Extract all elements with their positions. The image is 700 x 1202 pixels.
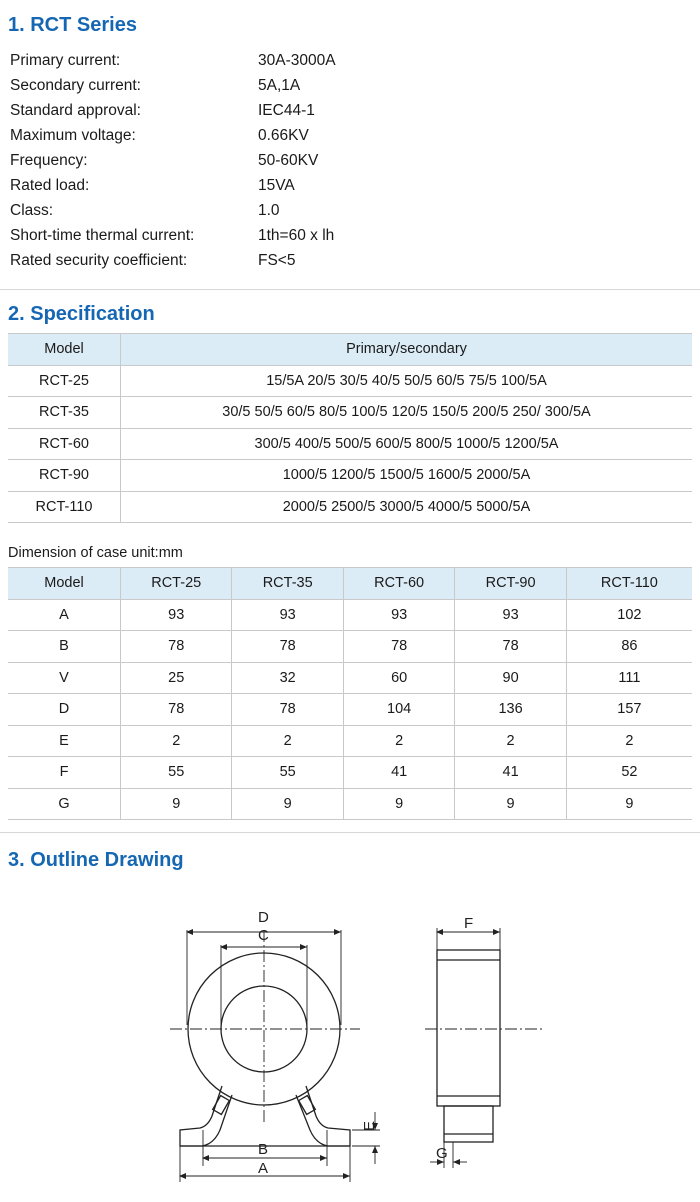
label-b: B — [258, 1141, 269, 1158]
spec-value: 15VA — [258, 177, 295, 194]
table-row — [8, 725, 692, 757]
side-dimension-lines — [430, 928, 500, 1168]
table-cell: 93 — [232, 599, 343, 631]
spec-value: IEC44-1 — [258, 102, 315, 119]
section-title-rct-series: 1. RCT Series — [8, 14, 137, 36]
spec-label: Primary current: — [10, 52, 121, 69]
table-cell: RCT-35 — [8, 397, 121, 429]
table-cell: 41 — [455, 757, 566, 789]
table-cell: 136 — [455, 694, 566, 726]
right-bracket — [296, 1086, 350, 1146]
spec-row — [10, 223, 510, 248]
front-view — [170, 930, 360, 1146]
table-cell: 2 — [455, 725, 566, 757]
table-cell: 111 — [566, 662, 692, 694]
spec-label: Rated load: — [10, 177, 90, 194]
spec-row — [10, 98, 510, 123]
column-header: RCT-25 — [121, 568, 232, 600]
spec-value: 1th=60 x lh — [258, 227, 335, 244]
table-cell: 78 — [121, 694, 232, 726]
spec-label: Frequency: — [10, 152, 88, 169]
table-row — [8, 365, 692, 397]
spec-row — [10, 248, 510, 273]
specification-table — [8, 333, 692, 523]
spec-row — [10, 123, 510, 148]
table-cell: 90 — [455, 662, 566, 694]
spec-label: Standard approval: — [10, 102, 141, 119]
table-cell: 9 — [455, 788, 566, 820]
spec-label: Secondary current: — [10, 77, 141, 94]
table-row — [8, 428, 692, 460]
table-cell: RCT-60 — [8, 428, 121, 460]
column-header-primary-secondary: Primary/secondary — [121, 334, 693, 366]
spec-label: Class: — [10, 202, 54, 219]
table-cell: 157 — [566, 694, 692, 726]
table-cell: B — [8, 631, 121, 663]
table-cell: 2 — [232, 725, 343, 757]
spec-row — [10, 73, 510, 98]
table-cell: A — [8, 599, 121, 631]
table-cell: 86 — [566, 631, 692, 663]
table-cell: 2000/5 2500/5 3000/5 4000/5 5000/5A — [121, 491, 693, 523]
table-cell: 2 — [566, 725, 692, 757]
spec-value: 1.0 — [258, 202, 280, 219]
spec-row — [10, 173, 510, 198]
table-cell: RCT-25 — [8, 365, 121, 397]
table-cell: 78 — [232, 631, 343, 663]
table-cell: 9 — [343, 788, 454, 820]
spec-row — [10, 48, 510, 73]
dimension-caption: Dimension of case unit:mm — [8, 545, 183, 561]
table-cell: 102 — [566, 599, 692, 631]
label-d: D — [258, 909, 269, 926]
table-cell: E — [8, 725, 121, 757]
table-cell: 78 — [232, 694, 343, 726]
spec-label: Rated security coefficient: — [10, 252, 188, 269]
table-cell: RCT-90 — [8, 460, 121, 492]
column-header: RCT-35 — [232, 568, 343, 600]
spec-row — [10, 148, 510, 173]
table-cell: 32 — [232, 662, 343, 694]
left-bracket — [180, 1086, 232, 1146]
table-row — [8, 599, 692, 631]
table-row — [8, 397, 692, 429]
section-title-specification: 2. Specification — [8, 303, 155, 325]
spec-value: 30A-3000A — [258, 52, 336, 69]
section-title-outline-drawing: 3. Outline Drawing — [8, 849, 184, 871]
table-cell: RCT-110 — [8, 491, 121, 523]
spec-label: Maximum voltage: — [10, 127, 136, 144]
table-cell: 60 — [343, 662, 454, 694]
table-cell: 2 — [121, 725, 232, 757]
table-cell: V — [8, 662, 121, 694]
column-header-model: Model — [8, 568, 121, 600]
table-cell: G — [8, 788, 121, 820]
outline-drawing — [0, 890, 700, 1202]
column-header: RCT-90 — [455, 568, 566, 600]
table-cell: F — [8, 757, 121, 789]
side-body — [437, 950, 500, 1106]
label-a: A — [258, 1160, 269, 1177]
table-row — [8, 631, 692, 663]
table-row — [8, 694, 692, 726]
label-g: G — [436, 1145, 448, 1162]
spec-value: FS<5 — [258, 252, 296, 269]
label-e: E — [361, 1120, 378, 1131]
spec-value: 5A,1A — [258, 77, 301, 94]
table-cell: D — [8, 694, 121, 726]
spec-label: Short-time thermal current: — [10, 227, 195, 244]
rct-series-spec-list — [10, 48, 510, 273]
table-row — [8, 460, 692, 492]
table-cell: 78 — [455, 631, 566, 663]
table-cell: 41 — [343, 757, 454, 789]
table-cell: 2 — [343, 725, 454, 757]
section-divider — [0, 832, 700, 833]
table-cell: 93 — [343, 599, 454, 631]
table-row — [8, 662, 692, 694]
table-cell: 93 — [121, 599, 232, 631]
spec-value: 0.66KV — [258, 127, 309, 144]
table-row — [8, 757, 692, 789]
table-cell: 25 — [121, 662, 232, 694]
column-header: RCT-60 — [343, 568, 454, 600]
table-cell: 300/5 400/5 500/5 600/5 800/5 1000/5 1200/5A — [121, 428, 693, 460]
table-header-row — [8, 334, 692, 366]
table-cell: 52 — [566, 757, 692, 789]
table-cell: 30/5 50/5 60/5 80/5 100/5 120/5 150/5 200/5 250/ 300/5A — [121, 397, 693, 429]
label-f: F — [464, 915, 474, 932]
spec-row — [10, 198, 510, 223]
side-base — [444, 1106, 493, 1142]
table-cell: 9 — [232, 788, 343, 820]
dimension-table — [8, 567, 692, 820]
table-header-row — [8, 568, 692, 600]
table-cell: 78 — [121, 631, 232, 663]
section-divider — [0, 289, 700, 290]
table-cell: 1000/5 1200/5 1500/5 1600/5 2000/5A — [121, 460, 693, 492]
table-cell: 55 — [121, 757, 232, 789]
right-clamp — [299, 1096, 316, 1115]
table-cell: 9 — [121, 788, 232, 820]
table-cell: 104 — [343, 694, 454, 726]
table-cell: 15/5A 20/5 30/5 40/5 50/5 60/5 75/5 100/5A — [121, 365, 693, 397]
spec-value: 50-60KV — [258, 152, 319, 169]
column-header: RCT-110 — [566, 568, 692, 600]
table-cell: 9 — [566, 788, 692, 820]
table-cell: 78 — [343, 631, 454, 663]
table-cell: 55 — [232, 757, 343, 789]
table-row — [8, 788, 692, 820]
column-header-model: Model — [8, 334, 121, 366]
table-cell: 93 — [455, 599, 566, 631]
table-row — [8, 491, 692, 523]
label-c: C — [258, 927, 269, 944]
side-view — [425, 950, 545, 1142]
